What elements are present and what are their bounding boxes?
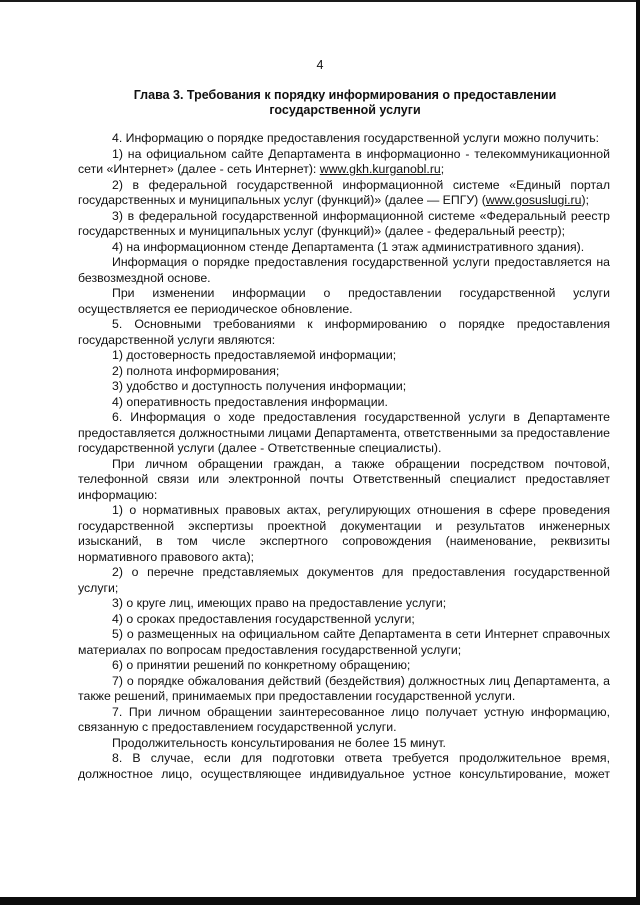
list-item: 2) полнота информирования; <box>112 363 280 378</box>
chapter-heading <box>80 88 610 118</box>
list-item: 3) удобство и доступность получения информации; <box>112 379 407 393</box>
list-item: 1) о нормативных правовых актах, регулирующих отношения в сфере проведения государственной экспертизы проектной документации и результатов инженерных изысканий, в том числе экспертного сопровождения (наименование, реквизиты нормативного правового акта); <box>78 503 610 564</box>
paragraph: 7. При личном обращении заинтересованное лицо получает устную информацию, связанную с предоставлением государственной услуги. <box>78 704 610 734</box>
url-link: www.gkh.kurganobl.ru <box>319 162 441 176</box>
paragraph: 8. В случае, если для подготовки ответа требуется продолжительное время, должностное лицо, осуществляющее индивидуальное устное консультирование, может <box>78 751 610 781</box>
paragraph: При изменении информации о предоставлении государственной услуги осуществляется ее периодическое обновление. <box>78 286 610 316</box>
chapter-heading-line-2: государственной услуги <box>269 103 421 117</box>
paragraph: 4. Информацию о порядке предоставления государственной услуги можно получить: <box>112 131 600 145</box>
list-item: 4) о сроках предоставления государственной услуги; <box>112 611 415 626</box>
list-item: 3) о круге лиц, имеющих право на предоставление услуги; <box>112 596 447 610</box>
scan-edge-right <box>636 0 640 905</box>
paragraph: 6. Информация о ходе предоставления государственной услуги в Департаменте предоставляется должностными лицами Департамента, ответственными за предоставление государственной услуги (далее - Ответственные специалисты). <box>78 410 610 455</box>
document-body <box>78 131 610 782</box>
paragraph: 3) в федеральной государственной информационной системе «Федеральный реестр государственных и муниципальных услуг (функций)» (далее - федеральный реестр); <box>78 208 610 238</box>
list-item: 1) достоверность предоставляемой информации; <box>112 348 397 362</box>
page-number: 4 <box>316 58 324 72</box>
scan-edge-top <box>0 0 640 2</box>
paragraph: 4) на информационном стенде Департамента (1 этаж административного здания). <box>112 239 585 254</box>
chapter-heading-line-1: Глава 3. Требования к порядку информирования о предоставлении <box>133 88 557 102</box>
list-item: 6) о принятии решений по конкретному обращению; <box>112 658 411 672</box>
paragraph: 2) в федеральной государственной информационной системе «Единый портал государственных и муниципальных услуг (функций)» (далее — ЕПГУ) (www.gosuslugi.ru); <box>78 177 610 207</box>
scan-edge-bottom <box>0 897 640 905</box>
paragraph: 5. Основными требованиями к информированию о порядке предоставления государственной услуги являются: <box>78 317 610 347</box>
list-item: 4) оперативность предоставления информации. <box>112 394 388 409</box>
list-item: 5) о размещенных на официальном сайте Департамента в сети Интернет справочных материалах по вопросам предоставления государственной услуги; <box>78 627 610 657</box>
paragraph: При личном обращении граждан, а также обращении посредством почтовой, телефонной связи или электронной почты Ответственный специалист предоставляет информацию: <box>78 456 610 502</box>
list-item: 7) о порядке обжалования действий (бездействия) должностных лиц Департамента, а также решений, принимаемых при предоставлении государственной услуги. <box>78 673 610 703</box>
url-link: www.gosuslugi.ru <box>485 193 582 207</box>
paragraph: 1) на официальном сайте Департамента в информационно - телекоммуникационной сети «Интернет» (далее - сеть Интернет): www.gkh.kurganobl.ru; <box>78 146 610 176</box>
list-item: 2) о перечне представляемых документов для предоставления государственной услуги; <box>78 565 610 595</box>
paragraph: Продолжительность консультирования не более 15 минут. <box>112 735 446 750</box>
paragraph: Информация о порядке предоставления государственной услуги предоставляется на безвозмездной основе. <box>78 255 610 285</box>
